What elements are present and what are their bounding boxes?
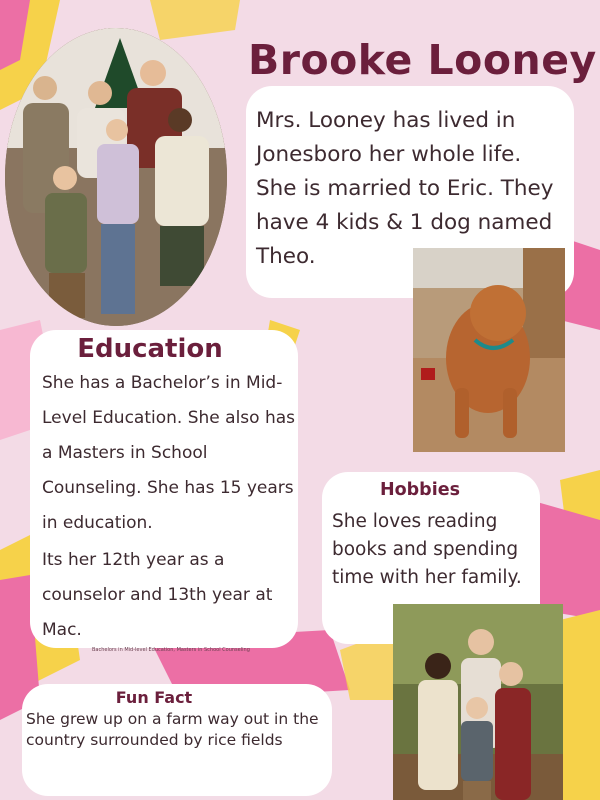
fun-fact-heading: Fun Fact (115, 688, 193, 707)
education-text-degrees: She has a Bachelor’s in Mid-Level Education. She also has a Masters in School Counseling. She has 15 years in education. (42, 373, 295, 533)
family-photo (5, 28, 227, 326)
family-photo-image (5, 28, 227, 326)
page-title: Brooke Looney (248, 36, 597, 84)
education-heading: Education (77, 334, 223, 364)
education-card (30, 330, 298, 648)
kids-photo (393, 604, 563, 800)
education-text-years: Its her 12th year as a counselor and 13th year at Mac. (42, 550, 273, 640)
fun-fact-text: She grew up on a farm way out in the country surrounded by rice fields (26, 710, 319, 749)
hobbies-heading: Hobbies (379, 480, 460, 500)
dog-photo-image (413, 248, 565, 452)
dog-photo (413, 248, 565, 452)
intro-text: Mrs. Looney has lived in Jonesboro her whole life. She is married to Eric. They have 4 kids & 1 dog named Theo. (256, 108, 554, 269)
kids-photo-image (393, 604, 563, 800)
education-caption: Bachelors in Mid-level Education, Masters in School Counseling (92, 647, 250, 653)
hobbies-text: She loves reading books and spending time with her family. (332, 511, 522, 588)
fun-fact-card (22, 684, 332, 796)
